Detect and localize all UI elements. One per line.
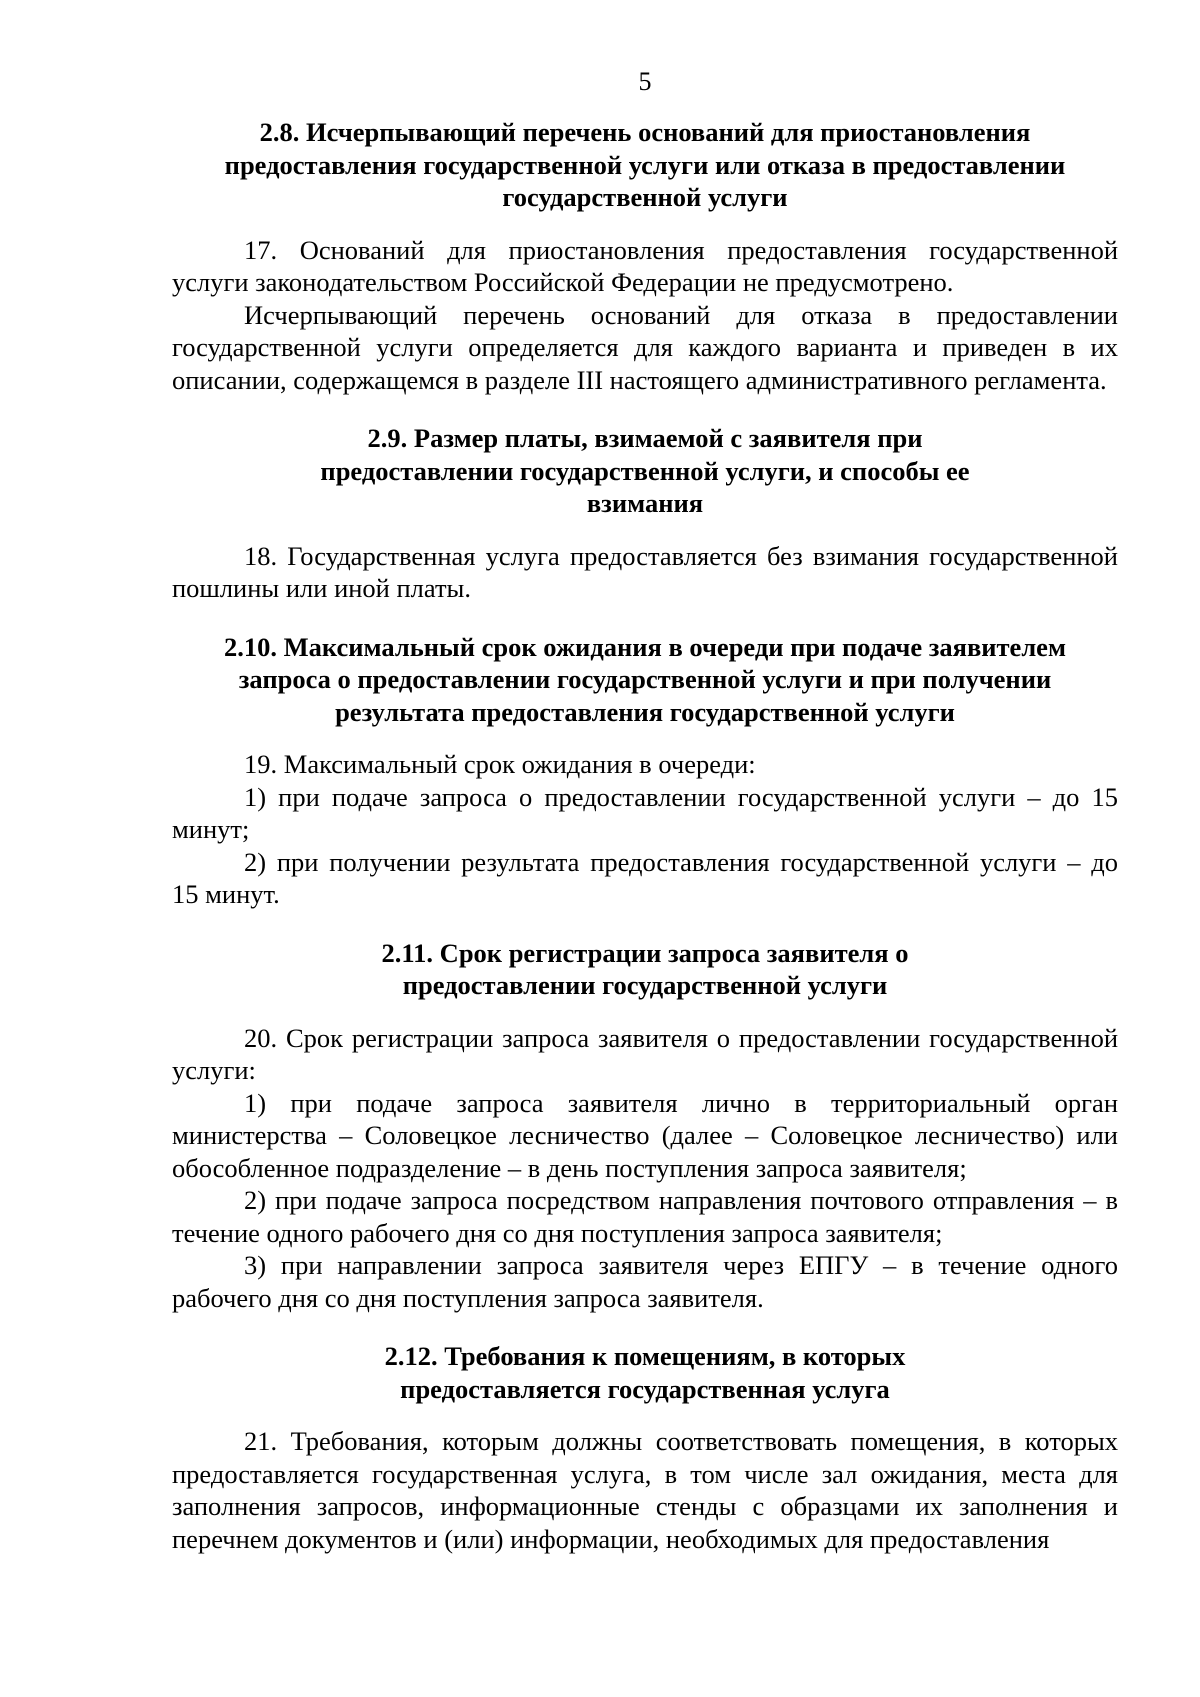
section-heading: 2.9. Размер платы, взимаемой с заявителя при предоставлении государственной услуги, и способы ее взимания [320, 423, 970, 518]
section-heading: 2.8. Исчерпывающий перечень оснований для приостановления предоставления государственной услуги или отказа в предоставлении государственной услуги [224, 117, 1066, 212]
section-2-11 [172, 937, 1118, 1315]
paragraph: 17. Оснований для приостановления предоставления государственной услуги законодательством Российской Федерации не предусмотрено. [172, 234, 1118, 297]
paragraph: 2) при подаче запроса посредством направления почтового отправления – в течение одного рабочего дня со дня поступления запроса заявителя; [172, 1185, 1118, 1248]
section-2-8 [172, 116, 1118, 396]
paragraph: 21. Требования, которым должны соответствовать помещения, в которых предоставляется государственная услуга, в том числе зал ожидания, места для заполнения запросов, информационные стенды с образцами их заполнения и перечнем документов и (или) информации, необходимых для предоставления [172, 1426, 1118, 1554]
section-heading: 2.11. Срок регистрации запроса заявителя о предоставлении государственной услуги [381, 937, 909, 1000]
page-number: 5 [638, 67, 652, 96]
section-2-12 [172, 1340, 1118, 1555]
section-2-9 [172, 422, 1118, 605]
paragraph: 1) при подаче запроса о предоставлении государственной услуги – до 15 минут; [172, 781, 1118, 844]
section-heading: 2.10. Максимальный срок ожидания в очереди при подаче заявителем запроса о предоставлении государственной услуги и при получении результата предоставления государственной услуги [224, 631, 1066, 727]
paragraph: 20. Срок регистрации запроса заявителя о предоставлении государственной услуги: [172, 1022, 1118, 1085]
paragraph: 18. Государственная услуга предоставляется без взимания государственной пошлины или иной платы. [172, 540, 1118, 603]
document-content [172, 116, 1118, 1555]
paragraph: 19. Максимальный срок ожидания в очереди: [244, 749, 756, 779]
section-2-10 [172, 631, 1118, 911]
paragraph: 1) при подаче запроса заявителя лично в территориальный орган министерства – Соловецкое лесничество (далее – Соловецкое лесничество) или обособленное подразделение – в день поступления запроса заявителя; [172, 1087, 1118, 1183]
paragraph: 2) при получении результата предоставления государственной услуги – до 15 минут. [172, 846, 1118, 909]
section-heading: 2.12. Требования к помещениям, в которых предоставляется государственная услуга [384, 1341, 906, 1404]
paragraph: Исчерпывающий перечень оснований для отказа в предоставлении государственной услуги определяется для каждого варианта и приведен в их описании, содержащемся в разделе III настоящего административного регламента. [172, 299, 1118, 395]
paragraph: 3) при направлении запроса заявителя через ЕПГУ – в течение одного рабочего дня со дня поступления запроса заявителя. [172, 1250, 1118, 1313]
